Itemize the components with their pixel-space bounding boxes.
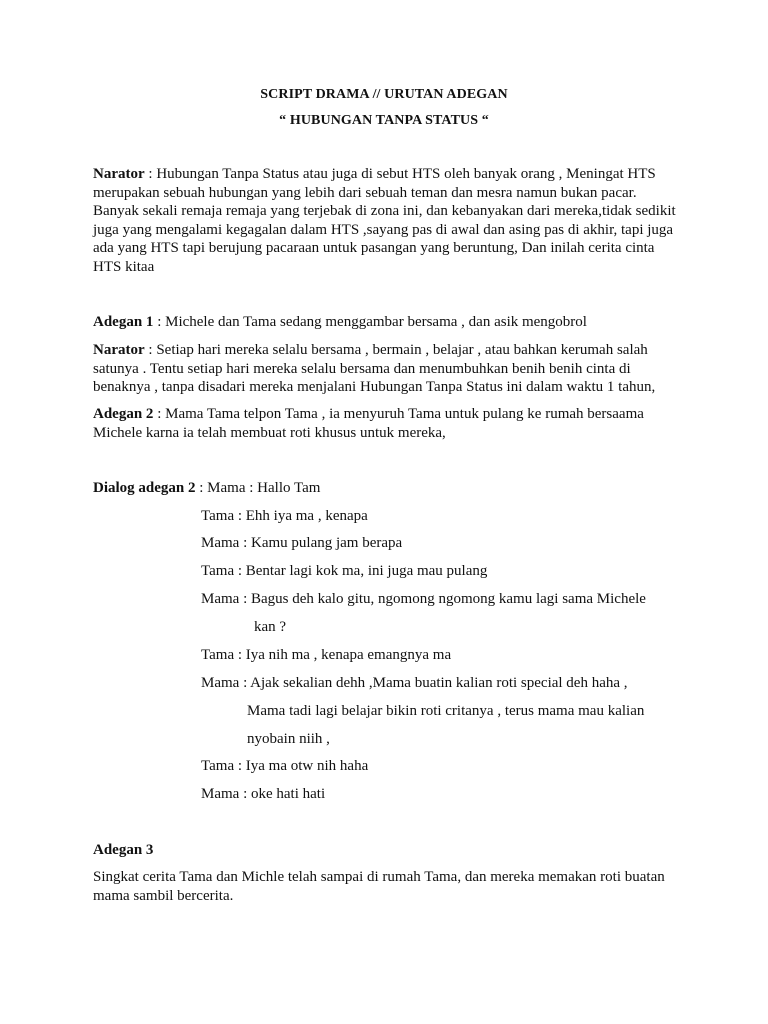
- narrator-label: Narator: [93, 166, 145, 182]
- dialog-line: Tama : Bentar lagi kok ma, ini juga mau pulang: [201, 563, 488, 579]
- dialog-line: Mama : Bagus deh kalo gitu, ngomong ngomong kamu lagi sama Michele: [201, 591, 646, 607]
- scene-2-text: : Mama Tama telpon Tama , ia menyuruh Tama untuk pulang ke rumah bersaama Michele karna ia telah membuat roti khusus untuk mereka,: [93, 406, 644, 441]
- dialog-line: Mama : oke hati hati: [201, 786, 326, 802]
- dialog-line: Tama : Ehh iya ma , kenapa: [201, 508, 368, 524]
- dialog-2-heading: [93, 479, 683, 498]
- dialog-line: Mama : Kamu pulang jam berapa: [201, 535, 403, 551]
- dialog-line: Tama : Iya nih ma , kenapa emangnya ma: [201, 647, 452, 663]
- dialog-line-continuation: Mama tadi lagi belajar bikin roti critanya , terus mama mau kalian: [247, 703, 645, 719]
- dialog-line-continuation: kan ?: [254, 619, 287, 635]
- dialog-2-first-line: : Mama : Hallo Tam: [195, 480, 321, 496]
- scene-2-paragraph: [93, 405, 683, 442]
- script-subtitle: “ HUBUNGAN TANPA STATUS “: [279, 113, 489, 128]
- dialog-2-label: Dialog adegan 2: [93, 480, 196, 496]
- script-title: SCRIPT DRAMA // URUTAN ADEGAN: [260, 87, 508, 102]
- dialog-line: Mama : Ajak sekalian dehh ,Mama buatin kalian roti special deh haha ,: [201, 675, 628, 691]
- dialog-line-continuation: nyobain niih ,: [247, 731, 330, 747]
- narrator-2-label: Narator: [93, 342, 145, 358]
- dialog-line: Tama : Iya ma otw nih haha: [201, 758, 369, 774]
- narrator-intro-text: : Hubungan Tanpa Status atau juga di sebut HTS oleh banyak orang , Meningat HTS merupakan sebuah hubungan yang lebih dari sebuah teman dan mesra namun bukan pacar. Banyak sekali remaja remaja yang terjebak di zona ini, dan kebanyakan dari mereka,tidak sedikit juga yang mengalami kegagalan dalam HTS ,sayang pas di awal dan asing pas di akhir, tapi juga ada yang HTS tapi berujung pacaraan untuk pasangan yang beruntung, Dan inilah cerita cinta HTS kitaa: [93, 166, 676, 275]
- narrator-intro-paragraph: [93, 165, 683, 276]
- scene-3-label: Adegan 3: [93, 842, 154, 858]
- scene-1-paragraph: [93, 313, 683, 332]
- scene-3-heading: [93, 841, 683, 860]
- narrator-2-paragraph: [93, 341, 683, 397]
- scene-3-paragraph: Singkat cerita Tama dan Michle telah sampai di rumah Tama, dan mereka memakan roti buatan mama sambil bercerita.: [93, 869, 665, 904]
- scene-1-label: Adegan 1: [93, 314, 154, 330]
- scene-2-label: Adegan 2: [93, 406, 154, 422]
- scene-1-text: : Michele dan Tama sedang menggambar bersama , dan asik mengobrol: [153, 314, 587, 330]
- narrator-2-text: : Setiap hari mereka selalu bersama , bermain , belajar , atau bahkan kerumah salah satunya . Tentu setiap hari mereka selalu bersama dan menumbuhkan benih benih cinta di benaknya , tanpa disadari mereka menjalani Hubungan Tanpa Status ini dalam waktu 1 tahun,: [93, 342, 656, 395]
